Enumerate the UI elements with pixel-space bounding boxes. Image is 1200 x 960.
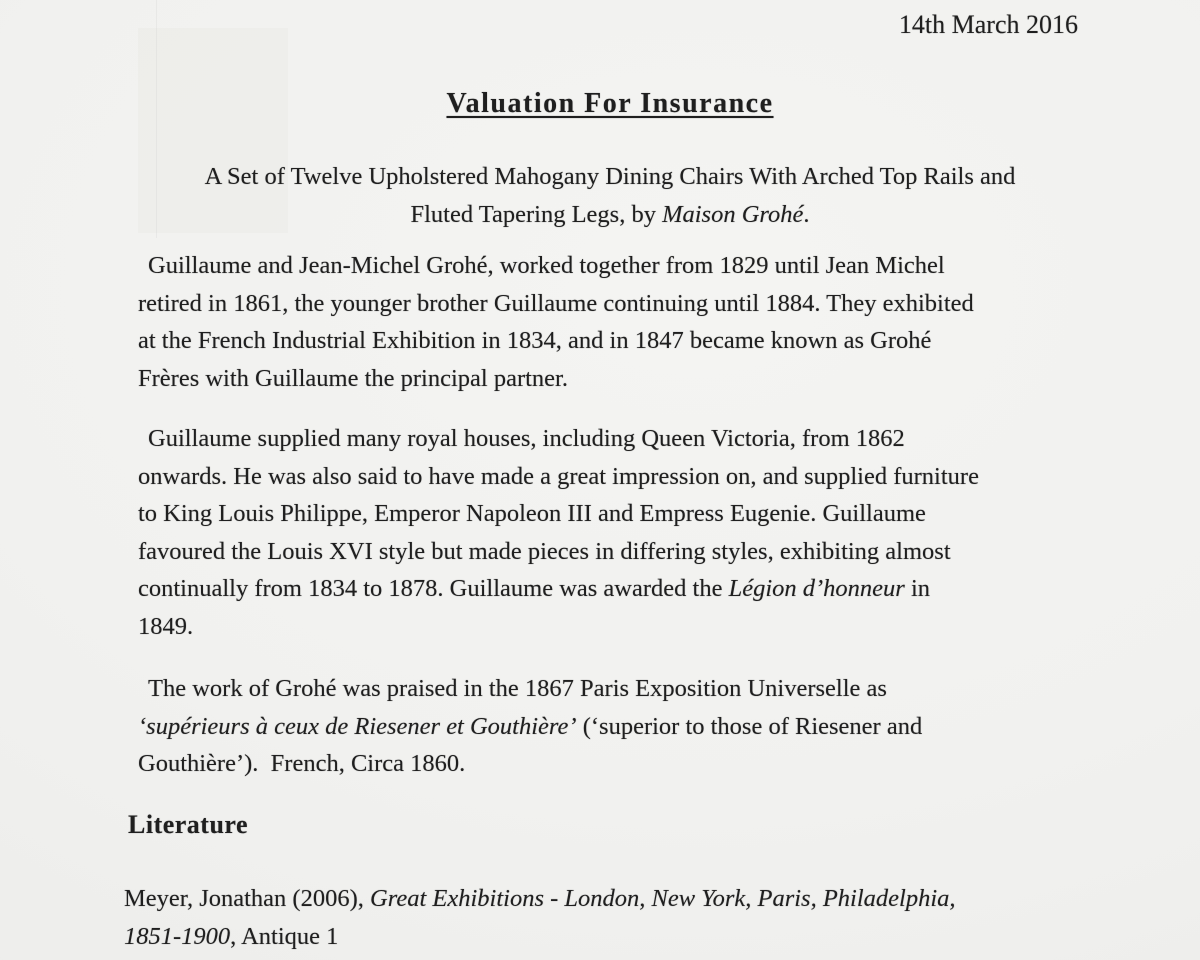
literature-heading: Literature	[128, 810, 249, 839]
paragraph-2-line-1: Guillaume supplied many royal houses, including Queen Victoria, from 1862	[148, 425, 905, 452]
paragraph-3-line-2-end: (‘superior to those of Riesener and	[576, 712, 923, 740]
literature-entry	[124, 880, 956, 956]
paragraph-1-line-1: Guillaume and Jean-Michel Grohé, worked together from 1829 until Jean Michel	[148, 252, 945, 279]
paragraph-2-line-4: favoured the Louis XVI style but made pieces in differing styles, exhibiting almost	[138, 537, 951, 565]
document-title: Valuation For Insurance	[446, 88, 774, 119]
paragraph-1-line-2: retired in 1861, the younger brother Guillaume continuing until 1884. They exhibited	[138, 289, 974, 317]
paragraph-2-line-5-text: continually from 1834 to 1878. Guillaume was awarded the	[138, 575, 729, 602]
paragraph-3-line-2	[138, 708, 922, 746]
literature-book-years-italic: 1851-1900	[124, 923, 231, 950]
subtitle-line-2	[130, 196, 1090, 234]
paragraph-exposition-praise	[138, 670, 922, 783]
paragraph-2-line-3: to King Louis Philippe, Emperor Napoleon III and Empress Eugenie. Guillaume	[138, 500, 926, 527]
paragraph-2-line-6: 1849.	[138, 612, 194, 640]
paragraph-3-line-1: The work of Grohé was praised in the 1867 Paris Exposition Universelle as	[148, 675, 887, 702]
subtitle-maker-name: Maison Grohé	[662, 200, 804, 228]
literature-author: Meyer, Jonathan (2006),	[124, 885, 370, 912]
paragraph-royal-houses	[138, 420, 979, 645]
subtitle-line-1: A Set of Twelve Upholstered Mahogany Dining Chairs With Arched Top Rails and	[204, 163, 1016, 190]
paragraph-3-line-3: Gouthière’). French, Circa 1860.	[138, 750, 466, 777]
document-subtitle	[130, 158, 1090, 233]
document-date: 14th March 2016	[898, 10, 1078, 39]
literature-entry-line-2-end: , Antique 1	[230, 923, 339, 950]
document-title-row	[130, 88, 1090, 120]
paragraph-grohe-history	[138, 247, 974, 397]
subtitle-line-2-period: .	[803, 200, 810, 228]
paragraph-1-line-4: Frères with Guillaume the principal partner.	[138, 364, 568, 392]
legion-dhonneur-italic: Légion d’honneur	[728, 575, 905, 602]
paragraph-1-line-3: at the French Industrial Exhibition in 1834, and in 1847 became known as Grohé	[138, 327, 932, 354]
paragraph-2-line-5-end: in	[904, 575, 931, 602]
literature-entry-line-2	[124, 918, 956, 956]
subtitle-line-2-text: Fluted Tapering Legs, by	[410, 200, 663, 228]
literature-entry-line-1	[124, 880, 956, 918]
paragraph-2-line-2: onwards. He was also said to have made a great impression on, and supplied furniture	[138, 462, 979, 490]
literature-book-title-italic: Great Exhibitions - London, New York, Paris, Philadelphia,	[370, 885, 956, 912]
paragraph-2-line-5	[138, 570, 979, 608]
french-quote-italic: ‘supérieurs à ceux de Riesener et Gouthière’	[138, 712, 577, 740]
